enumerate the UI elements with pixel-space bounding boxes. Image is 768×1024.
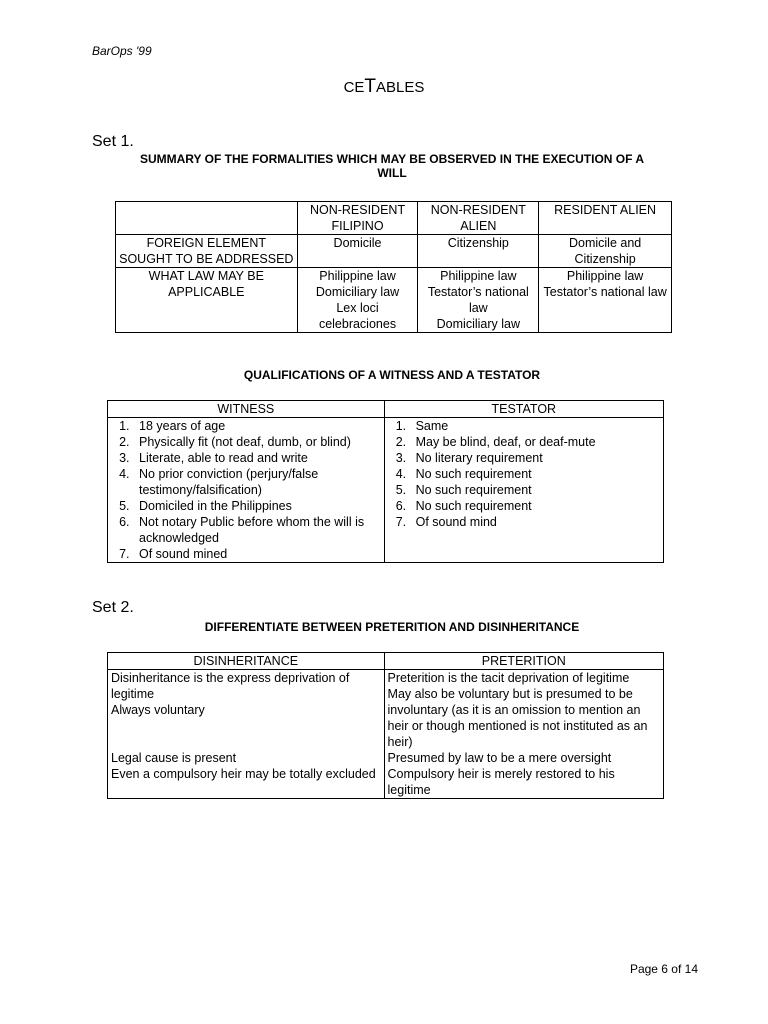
list-item: 4. No prior conviction (perjury/false testimony/falsification) — [133, 466, 381, 498]
col-header: TESTATOR — [384, 401, 663, 418]
table-row — [108, 670, 664, 799]
cell-line: Legal cause is present — [111, 751, 237, 765]
list-item: 1. 18 years of age — [133, 418, 381, 434]
cell-line: Compulsory heir is merely restored to his legitime — [387, 767, 615, 797]
table1-title — [0, 152, 768, 180]
list-item: 1. Same — [410, 418, 660, 434]
set1-heading: Set 1. — [92, 133, 134, 150]
table2-title: QUALIFICATIONS OF A WITNESS AND A TESTATOR — [243, 368, 541, 382]
table-row — [108, 401, 664, 418]
list-item: 6. Not notary Public before whom the will is acknowledged — [133, 514, 381, 546]
cell-line: Preterition is the tacit deprivation of legitime — [387, 671, 630, 685]
page-title — [0, 76, 768, 98]
title-part-3: ABLES — [376, 79, 425, 96]
witness-cell — [108, 418, 385, 563]
cell-line: Testator’s national law — [427, 285, 529, 315]
cell-line: Testator’s national law — [543, 285, 667, 299]
preterition-cell — [384, 670, 663, 799]
page-header: BarOps '99 — [92, 44, 152, 58]
cell-line: May also be voluntary but is presumed to be involuntary (as it is an omission to mention an heir or though mentioned is not instituted as an heir) — [387, 687, 648, 749]
cell-line: Philippine law — [319, 269, 396, 283]
table-row — [116, 202, 672, 235]
page-number: Page 6 of 14 — [629, 962, 698, 976]
preterition-table — [107, 652, 664, 799]
list-item: 2. Physically fit (not deaf, dumb, or blind) — [133, 434, 381, 450]
table-cell — [539, 268, 672, 333]
set2-heading: Set 2. — [92, 599, 134, 616]
table-row — [116, 235, 672, 268]
table-row — [108, 653, 664, 670]
table-cell-empty — [116, 202, 298, 235]
list-item: 2. May be blind, deaf, or deaf-mute — [410, 434, 660, 450]
testator-cell — [384, 418, 663, 563]
qualifications-table — [107, 400, 664, 563]
list-item: 5. No such requirement — [410, 482, 660, 498]
list-item: 3. No literary requirement — [410, 450, 660, 466]
disinheritance-cell — [108, 670, 385, 799]
table1-title-line2: WILL — [377, 166, 407, 180]
list-item: 3. Literate, able to read and write — [133, 450, 381, 466]
cell-line: Lex loci celebraciones — [318, 301, 397, 331]
table-cell — [297, 268, 418, 333]
col-header: WITNESS — [108, 401, 385, 418]
table-cell: Domicile — [297, 235, 418, 268]
col-header: RESIDENT ALIEN — [539, 202, 672, 235]
table-cell: Domicile and Citizenship — [539, 235, 672, 268]
col-header: DISINHERITANCE — [108, 653, 385, 670]
testator-list — [388, 418, 660, 530]
cell-line: Presumed by law to be a mere oversight — [387, 751, 612, 765]
table-cell — [418, 268, 539, 333]
cell-line: Even a compulsory heir may be totally excluded — [111, 767, 376, 781]
row-label: FOREIGN ELEMENT SOUGHT TO BE ADDRESSED — [116, 235, 298, 268]
cell-line: Disinheritance is the express deprivation of legitime — [111, 671, 350, 701]
col-header: NON-RESIDENT FILIPINO — [297, 202, 418, 235]
col-header: NON-RESIDENT ALIEN — [418, 202, 539, 235]
table-cell: Citizenship — [418, 235, 539, 268]
cell-line: Always voluntary — [111, 703, 205, 717]
formalities-table — [115, 201, 672, 333]
cell-line: Philippine law — [440, 269, 517, 283]
cell-line: Domiciliary law — [315, 285, 400, 299]
table-row — [116, 268, 672, 333]
list-item: 5. Domiciled in the Philippines — [133, 498, 381, 514]
witness-list — [111, 418, 381, 562]
row-label: WHAT LAW MAY BE APPLICABLE — [116, 268, 298, 333]
list-item: 7. Of sound mined — [133, 546, 381, 562]
table1-title-line1: SUMMARY OF THE FORMALITIES WHICH MAY BE OBSERVED IN THE EXECUTION OF A — [139, 152, 645, 166]
cell-line: Domiciliary law — [436, 317, 520, 331]
list-item: 6. No such requirement — [410, 498, 660, 514]
list-item: 7. Of sound mind — [410, 514, 660, 530]
cell-line: Philippine law — [566, 269, 644, 283]
list-item: 4. No such requirement — [410, 466, 660, 482]
title-part-1: CE — [343, 79, 365, 96]
col-header: PRETERITION — [384, 653, 663, 670]
table-row — [108, 418, 664, 563]
table3-title: DIFFERENTIATE BETWEEN PRETERITION AND DISINHERITANCE — [204, 620, 580, 634]
title-part-2: T — [364, 76, 377, 97]
